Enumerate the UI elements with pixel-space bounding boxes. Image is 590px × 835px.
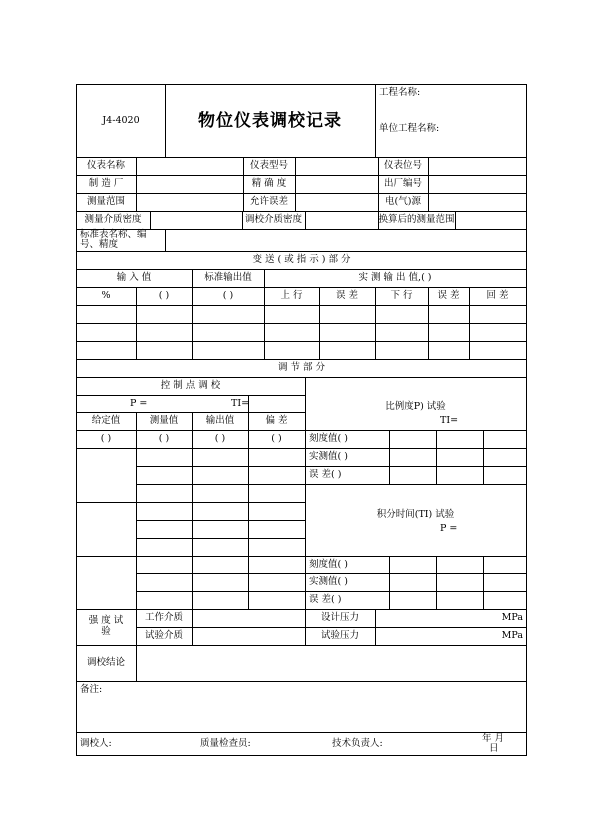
unit-project-label: 单位工程名称: [379,123,440,134]
test-pressure-label: 试验压力 [320,630,359,641]
label-power-source: 电(气)源 [385,196,421,207]
rule [136,573,527,574]
rule [76,341,527,342]
up-header: 上 行 [280,290,303,301]
rule [76,305,527,306]
label-accuracy: 精 确 度 [251,178,287,189]
integral-error-value: 误 差( ) [309,594,342,605]
label-instrument-model: 仪表型号 [249,160,288,171]
transmit-section-title: 变 送 ( 或 指 示 ) 部 分 [252,254,351,265]
test-pressure-unit: MPa [501,630,523,641]
regulate-section-title: 调 节 部 分 [277,362,326,373]
setpoint-unit: ( ) [100,433,112,444]
label-allowed-error: 允许误差 [249,196,288,207]
control-point-header: 控 制 点 调 校 [160,380,221,391]
rule [76,377,527,378]
day-label: 日 [489,743,499,754]
design-pressure-unit: MPa [501,612,523,623]
rule [76,448,527,449]
std-unit-header: ( ) [222,290,234,301]
rule [483,430,484,484]
down-header: 下 行 [390,290,413,301]
rule [76,732,527,733]
rule [76,412,305,413]
rule [76,175,527,176]
label-range: 测量范围 [86,196,125,207]
rule [455,211,456,229]
rule [76,84,527,85]
rule [192,556,193,609]
rule [483,556,484,609]
rule [375,84,376,157]
actual-output-header: 实 测 输 出 值,( ) [358,272,432,283]
rule [526,84,527,756]
tech-lead-label: 技术负责人: [332,738,383,749]
label-instrument-tag: 仪表位号 [383,160,422,171]
error-header: 误 差 [335,290,359,301]
rule [192,609,193,645]
deviation-unit: ( ) [271,433,282,444]
error2-header: 误 差 [437,290,460,301]
test-medium-label: 试验介质 [144,630,183,641]
input-unit-header: ( ) [158,290,170,301]
integral-actual-value: 实测值( ) [309,576,348,587]
rule [76,251,527,252]
calibrator-label: 调校人: [80,738,112,749]
integral-test-title: 积分时间(TI) 试验 [376,509,455,520]
remarks-label: 备注: [80,684,103,695]
rule [150,211,151,229]
hysteresis-header: 回 差 [486,290,509,301]
label-manufacturer: 制 造 厂 [88,178,124,189]
output-header: 输出值 [205,415,235,426]
rule [428,157,429,211]
rule [136,627,527,628]
rule [76,755,527,756]
rule [76,157,527,158]
rule [295,157,296,211]
rule [76,430,527,431]
label-medium-density: 测量介质密度 [84,214,142,225]
percent-header: % [101,290,111,301]
rule [248,556,249,609]
rule [76,359,527,360]
rule [76,502,305,503]
rule [136,520,305,521]
rule [136,591,527,592]
ti-eq: TI= [231,398,250,409]
prop-ti: TI= [440,415,459,426]
deviation-header: 偏 差 [265,415,288,426]
work-medium-label: 工作介质 [144,612,183,623]
rule [76,323,527,324]
label-serial-no: 出厂编号 [383,178,422,189]
output-unit: ( ) [214,433,226,444]
rule [389,430,390,484]
rule [76,193,527,194]
quality-inspector-label: 质量检查员: [200,738,251,749]
rule [436,430,437,484]
form-code: J4-4020 [102,115,140,126]
integral-scale-value: 刻度值( ) [309,559,348,570]
design-pressure-label: 设计压力 [320,612,359,623]
measured-header: 测量值 [149,415,179,426]
label-standard-meter: 标准表名称、编号、精度 [80,229,147,250]
rule [76,287,527,288]
rule [76,645,527,646]
rule [76,269,527,270]
label-calib-medium-density: 调校介质密度 [244,214,302,225]
label-instrument-name: 仪表名称 [86,160,125,171]
conclusion-label: 调校结论 [86,657,125,668]
page-title: 物位仪表调校记录 [198,111,342,131]
prop-error-value: 误 差( ) [309,469,342,480]
p-eq: P = [130,398,148,409]
strength-test-label: 强 度 试 验 [88,615,124,637]
rule [389,556,390,609]
prop-test-title: 比例度P) 试验 [385,401,446,412]
rule [305,211,306,229]
prop-actual-value: 实测值( ) [309,451,348,462]
prop-scale-value: 刻度值( ) [309,433,348,444]
integral-p: P = [440,523,458,534]
rule [76,556,527,557]
rule [76,681,527,682]
rule [436,556,437,609]
rule [165,229,166,251]
input-value-header: 输 入 值 [116,272,152,283]
label-converted-range: 换算后的测量范围 [378,214,455,225]
rule [136,466,527,467]
rule [76,211,527,212]
measured-unit: ( ) [158,433,170,444]
rule [136,157,137,211]
project-name-label: 工程名称: [379,87,421,98]
rule [76,609,527,610]
setpoint-header: 给定值 [91,415,121,426]
rule [136,556,137,609]
rule [76,395,305,396]
date-label: 年 月 [482,733,505,744]
rule [136,484,527,485]
std-output-header: 标准输出值 [204,272,252,283]
rule [136,538,305,539]
